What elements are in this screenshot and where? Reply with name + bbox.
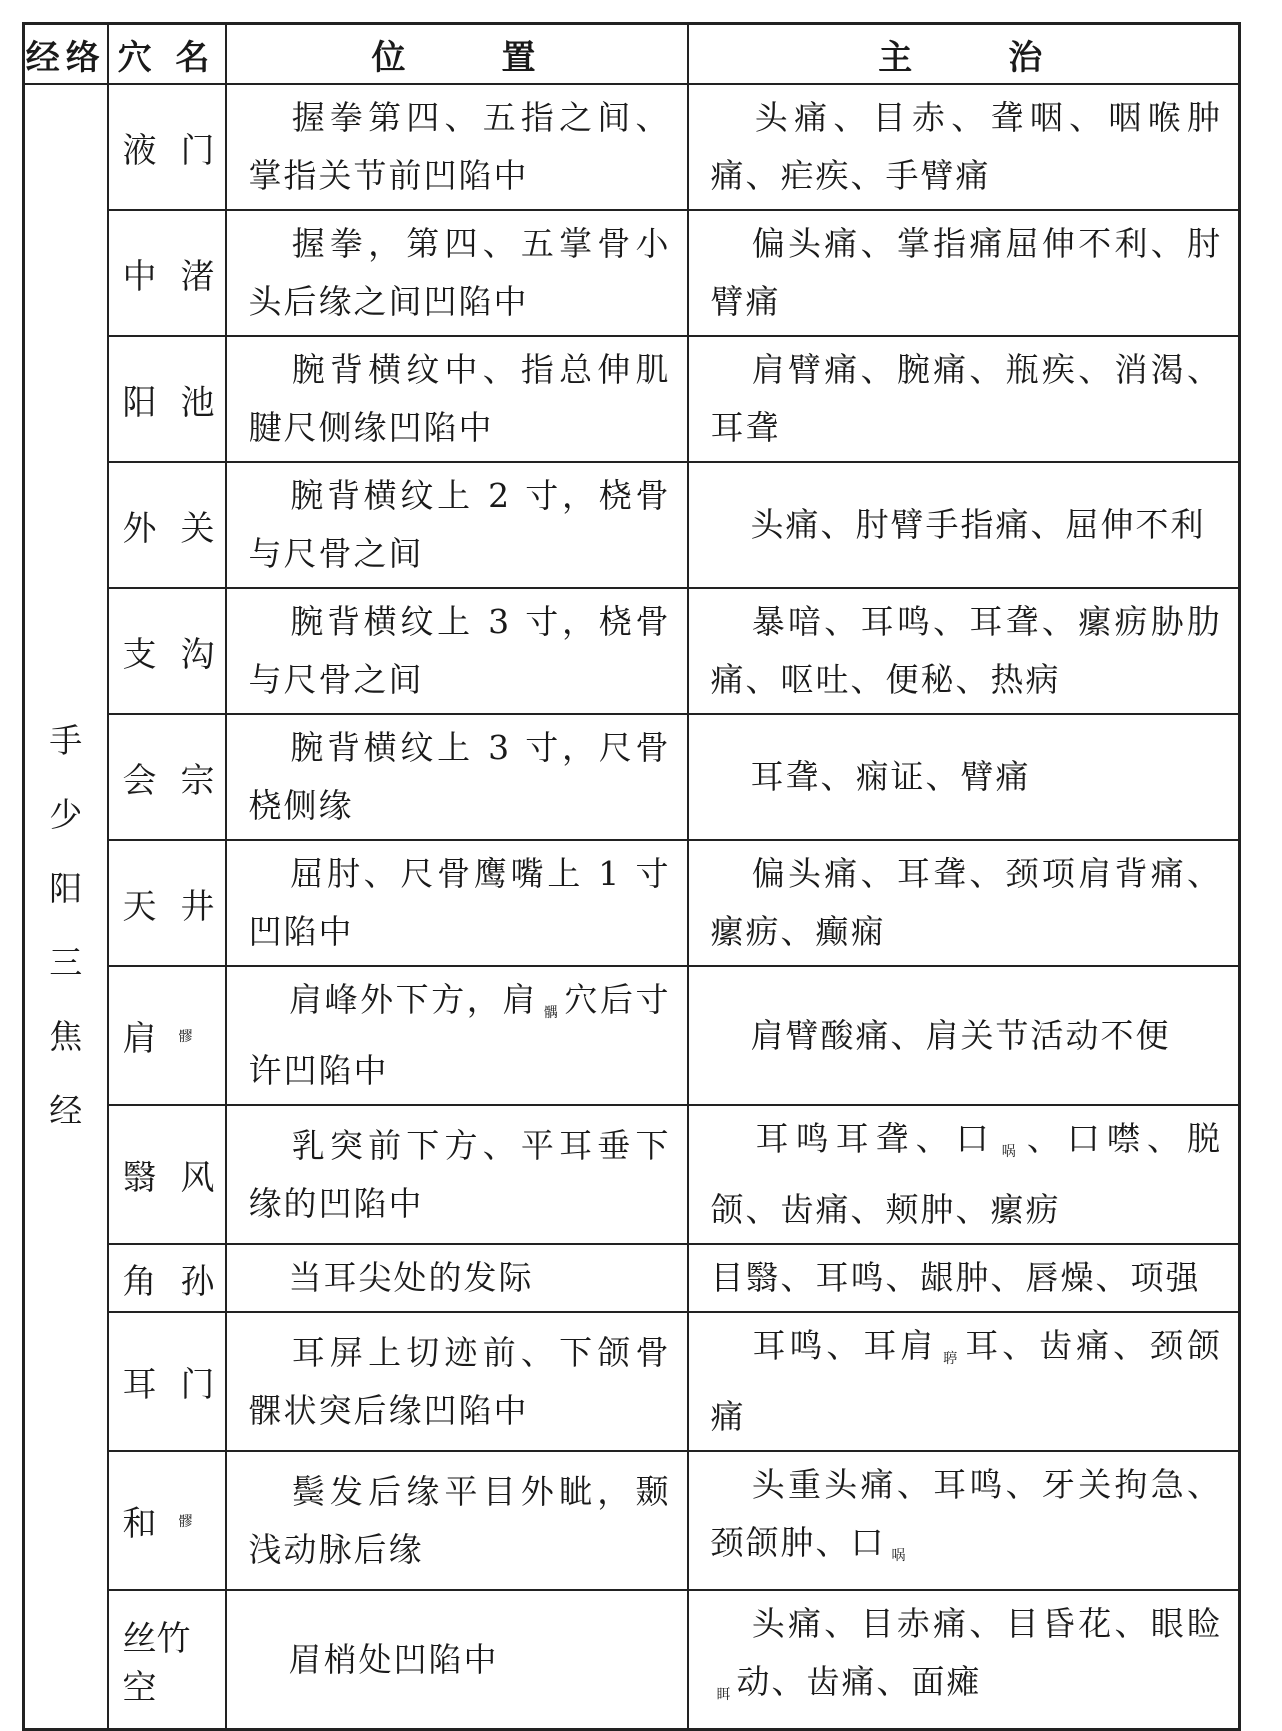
indication-cell (688, 462, 1240, 588)
indication-text: 、口噤、脱颌、齿痛、颊肿、瘰疬 (710, 1119, 1223, 1229)
indication-cell (688, 1105, 1240, 1244)
position-text: 肩峰外下方，肩 (288, 980, 538, 1019)
point-name-cell (108, 1312, 226, 1451)
point-name-small-char: 髎 (178, 1028, 193, 1045)
point-name: 天 (122, 886, 157, 927)
point-name: 关 (180, 508, 215, 549)
table-header-row (24, 24, 1240, 85)
indication-text: 暴喑、耳鸣、耳聋、瘰疬胁肋痛、呕吐、便秘、热病 (710, 602, 1222, 699)
table-row (24, 1590, 1240, 1730)
point-name: 阳 (122, 382, 157, 423)
header-point-name: 穴 名 (108, 24, 226, 85)
point-name: 门 (180, 1365, 215, 1405)
position-text: 握拳第四、五指之间、掌指关节前凹陷中 (248, 98, 671, 195)
point-name-cell (108, 336, 226, 462)
position-text: 握拳，第四、五掌骨小头后缘之间凹陷中 (248, 224, 671, 321)
position-cell (226, 588, 688, 714)
indication-cell (688, 336, 1240, 462)
indication-cell (688, 714, 1240, 840)
indication-cell (688, 84, 1240, 210)
indication-cell (688, 840, 1240, 966)
meridian-name-cell (24, 84, 108, 1730)
indication-cell (688, 210, 1240, 336)
point-name-cell (108, 1105, 226, 1244)
position-text: 腕背横纹上 2 寸，桡骨与尺骨之间 (248, 476, 671, 573)
indication-cell (688, 588, 1240, 714)
indication-text: 偏头痛、掌指痛屈伸不利、肘臂痛 (710, 224, 1222, 321)
point-name-cell (108, 84, 226, 210)
position-text: 当耳尖处的发际 (288, 1258, 534, 1297)
indication-text: 耳、齿痛、颈颌痛 (710, 1326, 1223, 1436)
point-name-cell (108, 210, 226, 336)
position-cell (226, 336, 688, 462)
table-row (24, 1312, 1240, 1451)
position-text: 屈肘、尺骨鹰嘴上 1 寸凹陷中 (248, 854, 671, 951)
indication-text: 肩臂酸痛、肩关节活动不便 (750, 1015, 1171, 1055)
table-row (24, 840, 1240, 966)
indication-cell (688, 966, 1240, 1105)
indication-text: 肩臂痛、腕痛、瓶疾、消渴、耳聋 (710, 350, 1222, 447)
point-name-cell (108, 1244, 226, 1312)
point-name-cell (108, 588, 226, 714)
indication-text: 头痛、目赤痛、目昏花、眼睑 (750, 1604, 1222, 1643)
meridian-char: 手 (49, 721, 83, 760)
indication-text: 偏头痛、耳聋、颈项肩背痛、瘰疬、癫痫 (710, 854, 1222, 951)
indication-text: 头痛、目赤、聋咽、咽喉肿痛、疟疾、手臂痛 (710, 98, 1222, 195)
position-text: 腕背横纹中、指总伸肌腱尺侧缘凹陷中 (248, 350, 671, 447)
point-name: 渚 (180, 256, 215, 297)
position-cell (226, 84, 688, 210)
indication-text: 耳鸣耳聋、口 (750, 1119, 996, 1158)
point-name: 支 (122, 634, 157, 675)
meridian-char: 阳 (49, 869, 83, 908)
point-name: 外 (122, 508, 157, 549)
position-cell (226, 840, 688, 966)
indication-small-char: 㖞 (891, 1548, 906, 1564)
position-cell (226, 714, 688, 840)
header-position: 位 置 (226, 24, 688, 85)
header-meridian: 经络 (24, 24, 108, 85)
indication-text: 头重头痛、耳鸣、牙关拘急、颈颌肿、口 (710, 1465, 1222, 1562)
point-name: 耳 (122, 1365, 157, 1405)
position-text: 腕背横纹上 3 寸，尺骨桡侧缘 (248, 728, 671, 825)
indication-cell (688, 1312, 1240, 1451)
point-name: 丝竹空 (122, 1618, 191, 1708)
position-text: 腕背横纹上 3 寸，桡骨与尺骨之间 (248, 602, 671, 699)
meridian-char: 焦 (49, 1017, 83, 1056)
position-cell (226, 210, 688, 336)
indication-text: 耳聋、痫证、臂痛 (750, 757, 1031, 796)
table-row (24, 1244, 1240, 1312)
position-cell (226, 1244, 688, 1312)
position-text: 穴后寸许凹陷中 (248, 980, 671, 1090)
table-row (24, 1451, 1240, 1590)
table-row (24, 714, 1240, 840)
point-name-cell (108, 714, 226, 840)
table-row (24, 966, 1240, 1105)
point-name: 门 (180, 130, 215, 171)
position-text: 鬓发后缘平目外眦，颞浅动脉后缘 (248, 1471, 671, 1569)
position-cell (226, 1451, 688, 1590)
acupoint-table-sheet (22, 22, 1238, 1708)
point-name: 液 (122, 130, 157, 171)
table-row (24, 336, 1240, 462)
point-name-cell (108, 462, 226, 588)
point-name: 角 (122, 1261, 157, 1302)
indication-small-char: 聤 (943, 1351, 960, 1367)
position-cell (226, 1105, 688, 1244)
position-small-char: 髃 (543, 1005, 559, 1021)
indication-cell (688, 1244, 1240, 1312)
meridian-char: 三 (49, 943, 83, 982)
point-name: 翳 (122, 1158, 157, 1198)
point-name-small-char: 髎 (178, 1513, 193, 1530)
table-row (24, 84, 1240, 210)
indication-text: 目翳、耳鸣、龈肿、唇燥、项强 (710, 1258, 1201, 1297)
header-indication: 主 治 (688, 24, 1240, 85)
indication-small-char: 眲 (716, 1687, 731, 1703)
indication-text: 耳鸣、耳肩 (750, 1326, 938, 1365)
position-cell (226, 1590, 688, 1730)
position-cell (226, 966, 688, 1105)
position-text: 眉梢处凹陷中 (288, 1639, 499, 1679)
indication-text: 动、齿痛、面瘫 (736, 1662, 982, 1701)
meridian-char: 少 (49, 795, 83, 834)
point-name-cell (108, 1451, 226, 1590)
table-row (24, 588, 1240, 714)
position-text: 乳突前下方、平耳垂下缘的凹陷中 (248, 1125, 671, 1223)
table-row (24, 462, 1240, 588)
position-cell (226, 1312, 688, 1451)
point-name: 沟 (180, 634, 215, 675)
point-name: 风 (180, 1158, 215, 1198)
point-name: 池 (180, 382, 215, 423)
point-name: 井 (180, 886, 215, 927)
table-row (24, 210, 1240, 336)
point-name: 会 (122, 760, 157, 801)
position-text: 耳屏上切迹前、下颌骨髁状突后缘凹陷中 (248, 1332, 671, 1430)
indication-text: 头痛、肘臂手指痛、屈伸不利 (750, 505, 1206, 544)
point-name: 和 (122, 1504, 157, 1544)
table-row (24, 1105, 1240, 1244)
position-cell (226, 462, 688, 588)
meridian-char: 经 (49, 1091, 83, 1130)
point-name-cell (108, 966, 226, 1105)
point-name-cell (108, 1590, 226, 1730)
indication-small-char: 㖞 (1001, 1144, 1021, 1160)
indication-cell (688, 1451, 1240, 1590)
point-name-cell (108, 840, 226, 966)
point-name: 孙 (180, 1261, 215, 1302)
point-name: 中 (122, 256, 157, 297)
acupoint-table (22, 22, 1241, 1731)
point-name: 宗 (180, 760, 215, 801)
indication-cell (688, 1590, 1240, 1730)
point-name: 肩 (122, 1019, 157, 1059)
